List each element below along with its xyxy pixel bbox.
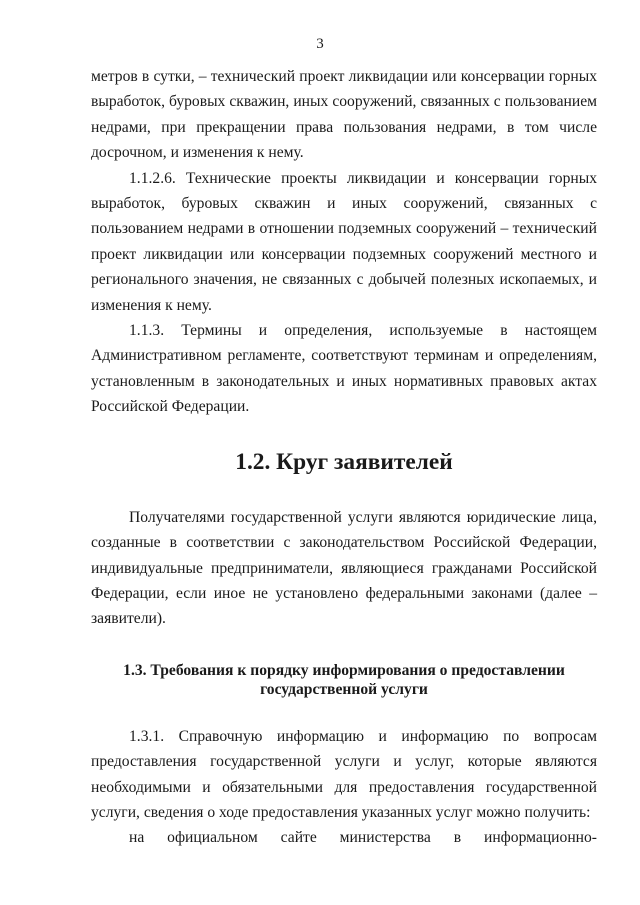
paragraph-1-1-2-6: 1.1.2.6. Технические проекты ликвидации и консервации горных выработок, буровых скважин и иных сооружений, связанных с пользованием недрами в отношении подземных сооружений – технический проект ликвидации или консервации подземных сооружений местного и регионального значения, не связанных с добычей полезных ископаемых, и изменения к нему.: [91, 169, 597, 314]
page-number: 3: [316, 36, 324, 52]
section-heading-1-3-line-1: 1.3. Требования к порядку информирования о предоставлении: [123, 661, 565, 679]
section-heading-1-3-line-2: государственной услуги: [260, 680, 428, 698]
paragraph-1-1-3: 1.1.3. Термины и определения, используемые в настоящем Административном регламенте, соответствуют терминам и определениям, установленным в законодательных и иных нормативных правовых актах Российской Федерации.: [91, 322, 597, 416]
document-body: [91, 64, 597, 851]
paragraph-applicants: Получателями государственной услуги являются юридические лица, созданные в соответствии с законодательством Российской Федерации, индивидуальные предприниматели, являющиеся гражданами Российской Федерации, если иное не установлено федеральными законами (далее – заявители).: [91, 508, 597, 628]
section-heading-1-2: 1.2. Круг заявителей: [235, 448, 453, 475]
paragraph-website-start: на официальном сайте министерства в информационно-: [129, 829, 597, 847]
section-heading-1-3: [91, 661, 597, 699]
paragraph-1-3-1: 1.3.1. Справочную информацию и информацию по вопросам предоставления государственной услуги и услуг, которые являются необходимыми и обязательными для предоставления государственной услуги, сведения о ходе предоставления указанных услуг можно получить:: [91, 727, 597, 821]
paragraph-continuation: метров в сутки, – технический проект ликвидации или консервации горных выработок, буровых скважин, иных сооружений, связанных с пользованием недрами, при прекращении права пользования недрами, в том числе досрочном, и изменения к нему.: [91, 68, 597, 162]
